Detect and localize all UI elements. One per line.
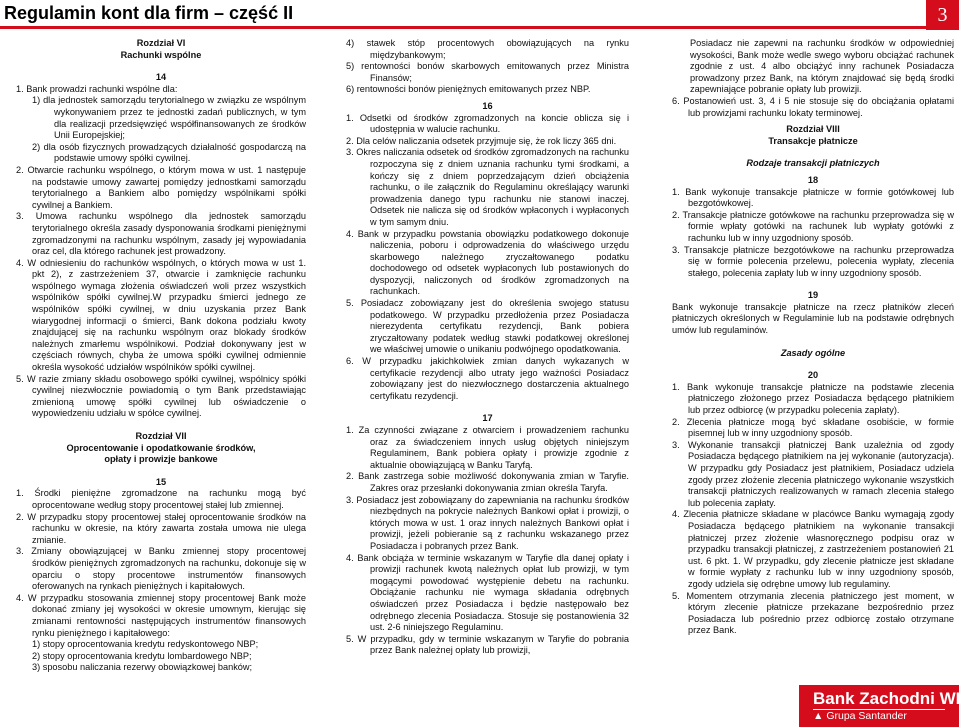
clause: 5. W razie zmiany składu osobowego spółki cywilnej, wspólnicy spółki cywilnej niezwłocznie powiadomią o tym Bank przedstawiając zmienioną umowę spółki cywilnej lub oświadczenie o wypowiedzeniu udziału w spółce cywilnej. [16, 373, 306, 419]
clause: 1. Bank wykonuje transakcje płatnicze na podstawie zlecenia płatniczego złożonego przez Posiadacza będącego płatnikiem lub przez odbiorcę (w przypadku polecenia zapłaty). [672, 381, 954, 416]
page-header [0, 0, 959, 30]
clause: 4. Zlecenia płatnicze składane w placówce Banku wymagają zgody Posiadacza będącego płatnikiem na wykonanie transakcji płatniczej przez złożenie własnoręcznego podpisu oraz w przypadku transakcji płatniczej, z zastrzeżeniem postanowień 21 ust. 6 pkt. 1. W przypadku, gdy zlecenie płatnicze jest składane w formie wypłaty z rachunku lub w inny uzgodniony sposób, zgody udziela się odrębne umowy lub regulaminy. [672, 509, 954, 589]
chapter-title: opłaty i prowizje bankowe [104, 454, 218, 465]
clause: 3. Wykonanie transakcji płatniczej Bank uzależnia od zgody Posiadacza będącego płatnikiem na jej wykonanie (autoryzacja). W przypadku gdy Posiadacz jest płatnikiem, Posiadacz udziela zgody przez złożenie zlecenia płatniczego wykonanie wszystkich transakcji płatniczych realizowanych w ramach zlecenia stałego lub polecenia zapłaty. [672, 439, 954, 508]
section-subtitle: Zasady ogólne [780, 347, 846, 358]
chapter-number: Rozdział VIII [786, 124, 840, 135]
clause: 1. Środki pieniężne zgromadzone na rachunku mogą być oprocentowane według stopy procentowej stałej lub zmiennej. [16, 488, 306, 510]
chapter-title: Transakcje płatnicze [768, 135, 858, 146]
clause: 5. W przypadku, gdy w terminie wskazanym w Taryfie do pobrania przez Bank należnej opłaty lub prowizji, [346, 633, 629, 656]
clause: 1. Bank wykonuje transakcje płatnicze w formie gotówkowej lub bezgotówkowej. [672, 186, 954, 209]
clause: 3. Transakcje płatnicze bezgotówkowe na rachunku przeprowadza się w formie polecenia przelewu, polecenia wypłaty, zlecenia stałego, polecenia zapłaty lub w inny uzgodniony sposób. [672, 244, 954, 278]
clause: 4. W odniesieniu do rachunków wspólnych, o których mowa w ust 1. pkt 2), z zastrzeżeniem 37, otwarcie i zamknięcie rachunku wspólnego wymaga złożenia oświadczeń woli przez wszystkich wspólników spółki cywilnej.W przypadku śmierci jednego ze wspólników spółki cywilnej, w dniu uzyskania przez Bank wiarygodnej informacji o śmierci, Bank dokona podziału kwoty znajdującej się na rachunku wspólnym oraz blokady środków należnych zmarłemu wspólnikowi. Podział dokonywany jest w częściach równych, chyba że umowa spółki cywilnej odmiennie określa wysokość udziałów wspólników spółki cywilnej. [16, 257, 306, 373]
clause: 2. Zlecenia płatnicze mogą być składane osobiście, w formie pisemnej lub w inny uzgodniony sposób. [672, 416, 954, 439]
clause: Bank wykonuje transakcje płatnicze na rzecz płatników zleceń płatniczych określonych w Regulaminie lub na podstawie odrębnych umów lub regulaminów. [672, 301, 954, 336]
paragraph-number: 18 [807, 174, 819, 185]
paragraph-number: 19 [807, 290, 819, 301]
clause: 1. Za czynności związane z otwarciem i prowadzeniem rachunku oraz za świadczeniem innych usług objętych niniejszym Regulaminem, Bank pobiera opłaty i prowizje zgodnie z aktualnie obowiązującą w Banku Taryfą. [346, 425, 629, 470]
document-title: Regulamin kont dla firm – część II [4, 3, 294, 23]
clause: 4. Bank obciąża w terminie wskazanym w Taryfie dla danej opłaty i prowizji rachunek kwotą należnych opłat lub prowizji, w tym mogącymi powodować występienie debetu na rachunku. Obciążanie rachunku nie wymaga składania odrębnych oświadczeń przez Posiadacza i będzie następowało bez odrębnego zlecenia Posiadacza. Stosuje się postanowienia 32 ust. 2-6 niniejszego Regulaminu. [346, 552, 629, 633]
clause: 6. W przypadku jakichkolwiek zmian danych wykazanych w certyfikacie rezydencji albo utraty jego ważności Posiadacz zobowiązany jest do niezwłocznego dostarczenia aktualnego certyfikatu rezydencji. [346, 356, 629, 401]
paragraph-number: 14 [155, 72, 167, 83]
bank-group [813, 710, 907, 722]
clause: 2. Bank zastrzega sobie możliwość dokonywania zmian w Taryfie. Zakres oraz przesłanki dokonywania zmian określa Taryfa. [346, 471, 629, 493]
paragraph-number: 16 [482, 100, 493, 111]
clause-item: 6) rentowności bonów pieniężnych emitowanych przez NBP. [346, 84, 591, 95]
chapter-number: Rozdział VII [135, 431, 187, 441]
clause: 1. Bank prowadzi rachunki wspólne dla: [16, 83, 178, 94]
clause: 4. Bank w przypadku powstania obowiązku podatkowego dokonuje naliczenia, poboru i odprowadzenia do właściwego urzędu skarbowego należnego zryczałtowanego podatku dochodowego od odsetek wypłaconych lub postawionych do dyspozycji, naliczonych od środków zgromadzonych na rachunkach. [346, 228, 629, 297]
clause: 1. Odsetki od środków zgromadzonych na koncie oblicza się i udostępnia w walucie rachunku. [346, 112, 629, 135]
clause: 3. Umowa rachunku wspólnego dla jednostek samorządu terytorialnego określa zasady dysponowania środkami pieniężnymi zgromadzonymi na rachunku wspólnym, zasady jej wypowiadania oraz cel, dla którego rachunek jest prowadzony. [16, 211, 306, 257]
clause-item: 3) sposobu naliczania rezerwy obowiązkowej banków; [32, 662, 253, 673]
clause-item: 1) stopy oprocentowania kredytu redyskontowego NBP; [32, 639, 259, 650]
paragraph-number: 15 [155, 476, 167, 487]
bank-logo [799, 685, 980, 727]
text-column-3 [672, 38, 954, 637]
page-number-badge: 3 [926, 0, 959, 30]
clause: 5. Posiadacz zobowiązany jest do określenia swojego statusu podatkowego. W przypadku przedłożenia przez Posiadacza nierezydenta certyfikatu rezydencji, Bank pobiera zryczałtowany podatek według stawki podatkowej określonej we właściwej umowie o unikaniu podwójnego opodatkowania. [346, 298, 629, 355]
bank-group-label: Grupa Santander [826, 710, 907, 722]
clause: 2. Transakcje płatnicze gotówkowe na rachunku przeprowadza się w formie wpłaty gotówki na rachunek lub wypłaty gotówki z rachunku lub w inny uzgodniony sposób. [672, 209, 954, 243]
clause-item: 1) dla jednostek samorządu terytorialnego w związku ze wspólnym wykonywaniem przez te jednostki zadań publicznych, w tym dla realizacji przedsięwzięć współfinansowanych ze środków Unii Europejskiej; [32, 95, 306, 141]
text-column-1 [16, 38, 306, 674]
clause-item: 5) rentowności bonów skarbowych emitowanych przez Ministra Finansów; [346, 61, 629, 83]
clause-continuation: Posiadacz nie zapewni na rachunku środków w odpowiedniej wysokości, Bank może wedle swego wyboru obciążać rachunek zgodnie z ust. 4 albo obciążyć inny rachunek Posiadacza prowadzony przez Bank, na którym znajdować się będą środki zapewniające pobranie opłaty lub prowizji. [690, 38, 954, 95]
clause-item: 2) stopy oprocentowania kredytu lombardowego NBP; [32, 650, 252, 661]
clause: 3. Zmiany obowiązującej w Banku zmiennej stopy procentowej środków pieniężnych zgromadzonych na rachunku, dokonuje się w oparciu o stopy procentowe instrumentów finansowych oferowanych na rynkach pieniężnych i kapitałowych. [16, 546, 306, 592]
bank-name: Bank Zachodni WBK [813, 689, 980, 708]
clause-item: 4) stawek stóp procentowych obowiązujących na rynku międzybankowym; [346, 38, 629, 60]
text-column-2 [346, 38, 629, 657]
clause: 3. Okres naliczania odsetek od środków zgromadzonych na rachunku rozpoczyna się z dniem uznania rachunku tymi środkami, a kończy się z dniem poprzedzającym dzień obciążenia rachunku, o ile załącznik do Regulaminu określający warunki prowadzenia danego typu rachunku nie stanowi inaczej. Odsetek nie nalicza się od środków wpłaconych i wypłaconych w tym samym dniu. [346, 147, 629, 227]
header-rule [0, 26, 926, 29]
chapter-number: Rozdział VI [136, 38, 186, 48]
flame-icon: ▲ [813, 710, 824, 722]
clause: 6. Postanowień ust. 3, 4 i 5 nie stosuje się do obciążania opłatami lub prowizjami rachunku lokaty terminowej. [672, 95, 954, 118]
clause-item: 2) dla osób fizycznych prowadzących działalność gospodarczą na podstawie umowy spółki cywilnej. [32, 141, 306, 164]
paragraph-number: 17 [482, 413, 493, 424]
clause: 5. Momentem otrzymania zlecenia płatniczego jest moment, w którym zlecenie płatnicze przekazane bezpośrednio przez Posiadacza lub pośrednio przez odbiorcę zostało otrzymane przez Bank. [672, 590, 954, 636]
clause: 2. W przypadku stopy procentowej stałej oprocentowanie środków na rachunku w okresie, na który zawarta została umowa nie ulega zmianie. [16, 511, 306, 545]
clause: 2. Dla celów naliczania odsetek przyjmuje się, że rok liczy 365 dni. [346, 135, 617, 146]
chapter-title: Oprocentowanie i opodatkowanie środków, [66, 442, 256, 453]
clause: 3. Posiadacz jest zobowiązany do zapewniania na rachunku środków niezbędnych na pokrycie należnych Bankowi opłat i prowizji, o których mowa w ust. 1 oraz innych należnych Bankowi opłat i prowizji, jeżeli pobieranie są z rachunku wskazanego przez Posiadacza i pobranych przez Bank. [346, 494, 629, 551]
clause: 2. Otwarcie rachunku wspólnego, o którym mowa w ust. 1 następuje na podstawie umowy zawartej pomiędzy jednostkami samorządu terytorialnego a Bankiem albo pomiędzy wspólnikami spółki cywilnej a Bankiem. [16, 164, 306, 210]
clause: 4. W przypadku stosowania zmiennej stopy procentowej Bank może dokonać zmiany jej wysokości w okresie umownym, kierując się zmianami rentowności następujących instrumentów finansowych rynku pieniężnego i kapitałowego: [16, 592, 306, 638]
paragraph-number: 20 [807, 370, 819, 381]
section-subtitle: Rodzaje transakcji płatniczych [746, 158, 880, 169]
chapter-title: Rachunki wspólne [120, 49, 202, 60]
